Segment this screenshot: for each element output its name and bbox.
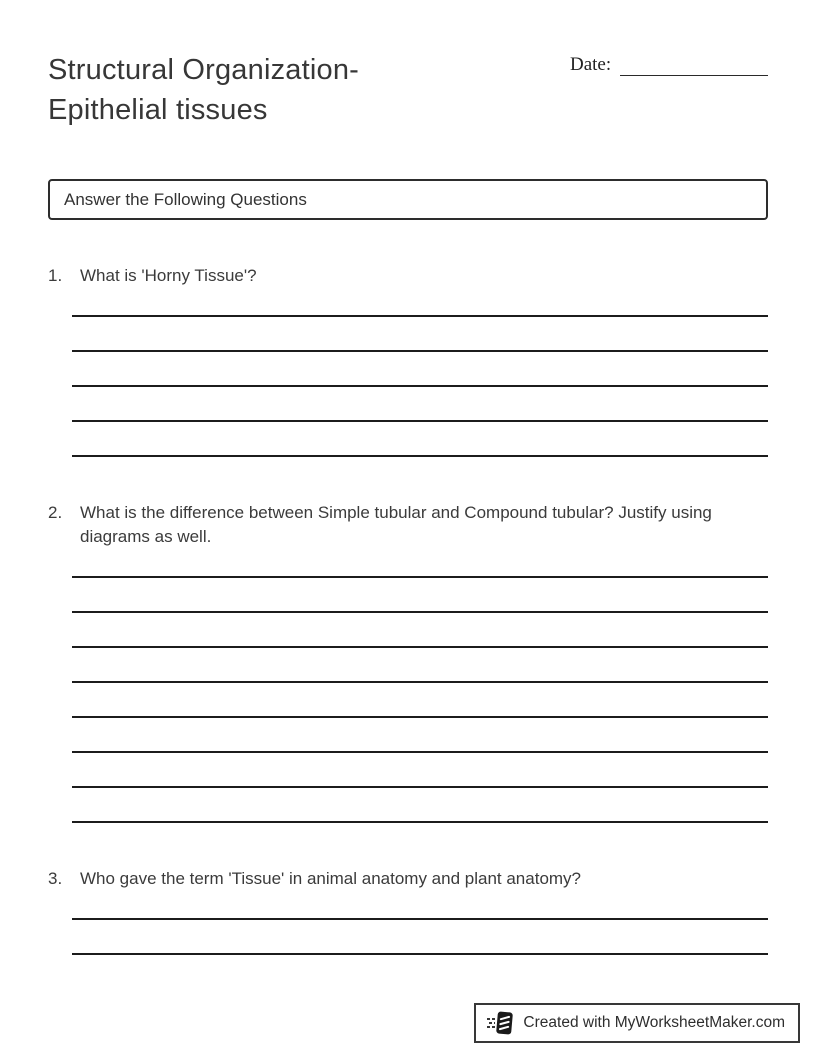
instruction-box bbox=[48, 179, 768, 220]
answer-line bbox=[72, 753, 768, 788]
question-text: What is the difference between Simple tubular and Compound tubular? Justify using diagrams as well. bbox=[80, 503, 712, 546]
question-1-answer-lines bbox=[72, 282, 768, 457]
question-2-answer-lines bbox=[72, 543, 768, 823]
question-number: 2. bbox=[48, 503, 63, 522]
question-3-row bbox=[48, 867, 768, 891]
answer-line bbox=[72, 387, 768, 422]
worksheet-title-line-2: Epithelial tissues bbox=[48, 94, 268, 126]
worksheet-title bbox=[48, 50, 359, 130]
answer-line bbox=[72, 920, 768, 955]
answer-line bbox=[72, 788, 768, 823]
answer-line bbox=[72, 578, 768, 613]
question-1 bbox=[48, 264, 768, 457]
answer-line bbox=[72, 613, 768, 648]
question-2 bbox=[48, 501, 768, 823]
worksheet-title-line-1: Structural Organization- bbox=[48, 54, 360, 86]
question-1-row bbox=[48, 264, 768, 288]
question-number: 1. bbox=[48, 266, 63, 285]
answer-line bbox=[72, 352, 768, 387]
answer-line bbox=[72, 718, 768, 753]
answer-line bbox=[72, 648, 768, 683]
question-3-answer-lines bbox=[72, 885, 768, 955]
date-field bbox=[570, 54, 768, 76]
question-text: What is 'Horny Tissue'? bbox=[80, 266, 257, 285]
credit-badge[interactable] bbox=[474, 1003, 800, 1043]
date-label: Date: bbox=[570, 54, 612, 75]
answer-line bbox=[72, 683, 768, 718]
myworksheetmaker-logo-icon bbox=[486, 1010, 514, 1036]
answer-line bbox=[72, 422, 768, 457]
question-3 bbox=[48, 867, 768, 955]
worksheet-header bbox=[48, 50, 768, 130]
question-2-row bbox=[48, 501, 768, 549]
question-text: Who gave the term 'Tissue' in animal anatomy and plant anatomy? bbox=[80, 869, 582, 888]
answer-line bbox=[72, 317, 768, 352]
credit-text: Created with MyWorksheetMaker.com bbox=[523, 1014, 785, 1031]
instruction-text: Answer the Following Questions bbox=[64, 189, 307, 209]
date-blank-line bbox=[620, 54, 768, 76]
question-number: 3. bbox=[48, 869, 63, 888]
